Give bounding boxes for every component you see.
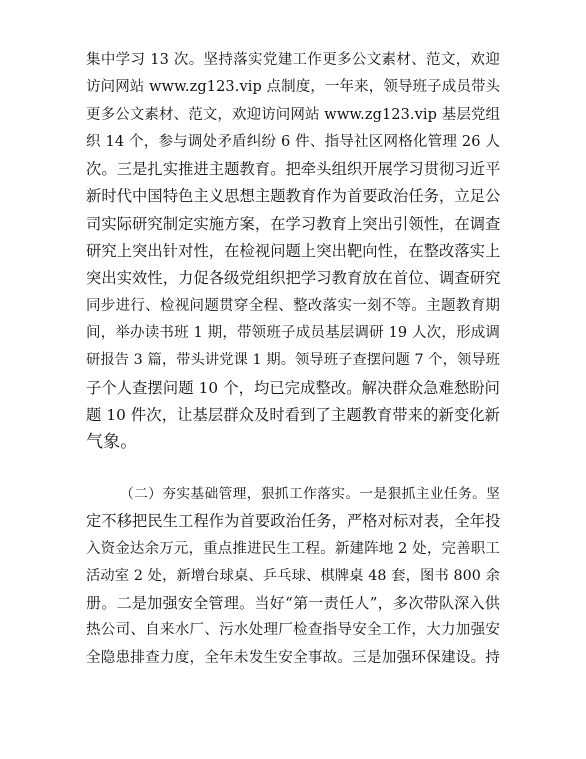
text-line: 织 14 个，参与调处矛盾纠纷 6 件、指导社区网格化管理 26 人	[86, 133, 500, 150]
text-line: 全隐患排查力度，全年未发生安全事故。三是加强环保建设。持	[86, 649, 500, 666]
text-line: 研报告 3 篇，带头讲党课 1 期。领导班子查摆问题 7 个，领导班	[86, 352, 500, 369]
text-line: 间，举办读书班 1 期，带领班子成员基层调研 19 人次，形成调	[86, 324, 500, 341]
text-line: 热公司、自来水厂、污水处理厂检查指导安全工作，大力加强安	[86, 622, 500, 639]
text-line: 册。二是加强安全管理。当好“第一责任人”，多次带队深入供	[86, 594, 500, 613]
text-line: 定不移把民生工程作为首要政治任务，严格对标对表，全年投	[86, 512, 500, 531]
text-line: 集中学习 13 次。坚持落实党建工作更多公文素材、范文，欢迎	[86, 52, 500, 68]
paragraph-basic-management	[86, 481, 500, 672]
text-line: 同步进行、检视问题贯穿全程、整改落实一刻不等。主题教育期	[86, 297, 500, 314]
text-line: 气象。	[86, 432, 138, 453]
text-line: 活动室 2 处，新增台球桌、乒乓球、棋牌桌 48 套，图书 800 余	[86, 567, 500, 584]
paragraph-party-building	[86, 47, 500, 456]
text-line: 次。三是扎实推进主题教育。把牵头组织开展学习贯彻习近平	[86, 160, 500, 179]
text-line: 子个人查摆问题 10 个，均已完成整改。解决群众急难愁盼问	[86, 378, 500, 397]
text-line: 新时代中国特色主义思想主题教育作为首要政治任务，立足公	[86, 187, 500, 206]
text-line: 入资金达余万元，重点推进民生工程。新建阵地 2 处，完善职工	[86, 540, 500, 557]
text-line: 突出实效性，力促各级党组织把学习教育放在首位、调查研究	[86, 269, 500, 288]
text-line: 更多公文素材、范文，欢迎访问网站 www.zg123.vip 基层党组	[86, 106, 500, 123]
text-line: 题 10 件次，让基层群众及时看到了主题教育带来的新变化新	[86, 405, 500, 424]
text-line: （二）夯实基础管理，狠抓工作落实。一是狠抓主业任务。坚	[120, 486, 500, 502]
text-line: 研究上突出针对性，在检视问题上突出靶向性，在整改落实上	[86, 242, 500, 261]
text-line: 司实际研究制定实施方案，在学习教育上突出引领性，在调查	[86, 214, 500, 233]
text-line: 访问网站 www.zg123.vip 点制度，一年来，领导班子成员带头	[86, 79, 500, 96]
